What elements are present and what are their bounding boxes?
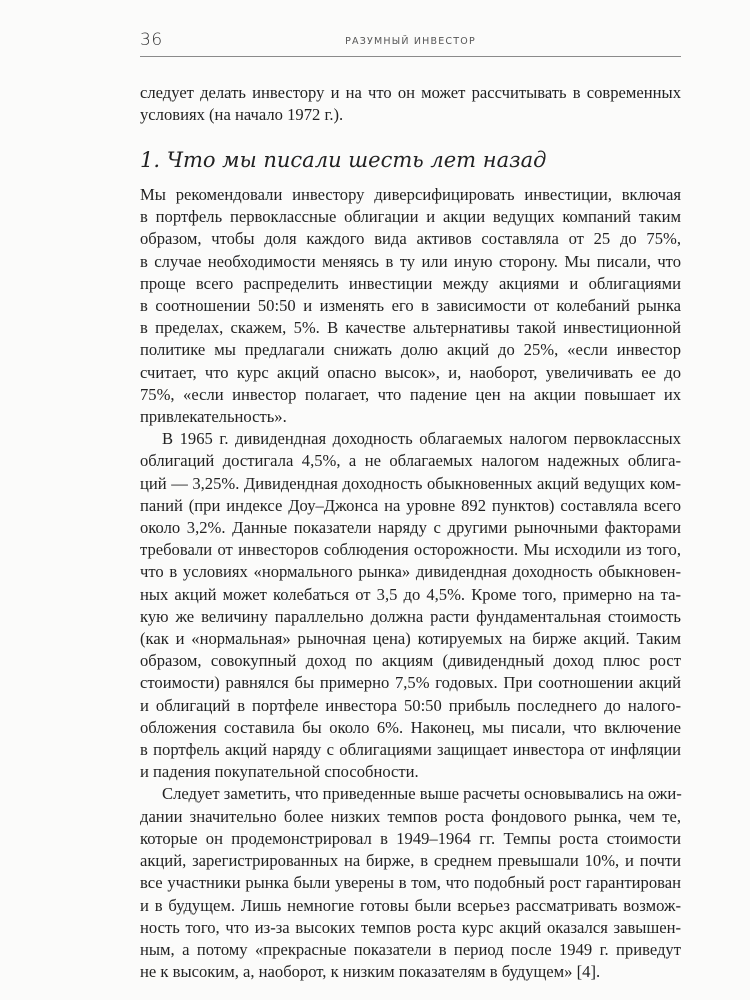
paragraph	[140, 184, 681, 428]
section-heading: 1. Что мы писали шесть лет назад	[140, 148, 547, 172]
text-line: что в условиях «нормального рынка» дивидендная доходность обыкновен-	[140, 562, 681, 582]
text-line: и облигаций в портфеле инвестора 50:50 прибыль последнего до налого-	[140, 695, 681, 715]
text-line: 75%, «если инвестор полагает, что падение цен на акции повышает их	[140, 384, 681, 404]
text-line: политике мы предлагали снижать долю акций до 25%, «если инвестор	[140, 340, 681, 360]
text-line: в соотношении 50:50 и изменять его в зависимости от колебаний рынка	[140, 296, 681, 316]
text-line: в пределах, скажем, 5%. В качестве альтернативы такой инвестиционной	[140, 318, 681, 338]
text-line: образом, чтобы доля каждого вида активов составляла от 25 до 75%,	[140, 229, 681, 249]
text-line: В 1965 г. дивидендная доходность облагаемых налогом первоклассных	[162, 429, 681, 449]
text-line: в портфель акций наряду с облигациями защищает инвестора от инфляции	[140, 740, 681, 760]
text-line: облигаций достигала 4,5%, а не облагаемых налогом надежных облига-	[140, 451, 681, 471]
intro-paragraph	[140, 82, 681, 126]
text-line: условиях (на начало 1972 г.).	[140, 105, 344, 125]
text-line: не к высоким, а, наоборот, к низким показателям в будущем» [4].	[140, 962, 601, 982]
text-line: все участники рынка были уверены в том, что подобный рост гарантирован	[140, 873, 681, 893]
running-header	[140, 30, 681, 57]
text-line: кую же величину параллельно должна расти фундаментальная стоимость	[140, 606, 681, 626]
text-line: ность того, что из-за высоких темпов роста курс акций оказался завышен-	[140, 917, 681, 937]
text-line: обложения составила бы около 6%. Наконец, мы писали, что включение	[140, 717, 681, 737]
text-line: стоимости) равнялся бы примерно 7,5% годовых. При соотношении акций	[140, 673, 681, 693]
text-line: ций — 3,25%. Дивидендная доходность обыкновенных акций ведущих ком-	[140, 473, 681, 493]
text-line: которые он продемонстрировал в 1949–1964 гг. Темпы роста стоимости	[140, 828, 681, 848]
book-title: РАЗУМНЫЙ ИНВЕСТОР	[345, 36, 476, 47]
text-line: требовали от инвесторов соблюдения осторожности. Мы исходили из того,	[140, 540, 681, 560]
text-line: около 3,2%. Данные показатели наряду с другими рыночными факторами	[140, 518, 681, 538]
text-line: в портфель первоклассные облигации и акции ведущих компаний таким	[140, 207, 681, 227]
text-line: и падения покупательной способности.	[140, 762, 419, 782]
text-line: образом, совокупный доход по акциям (дивидендный доход плюс рост	[140, 651, 681, 671]
intro-text	[140, 82, 681, 126]
text-line: акций, зарегистрированных на бирже, в среднем превышали 10%, и почти	[140, 851, 681, 871]
text-line: проще всего распределить инвестиции между акциями и облигациями	[140, 273, 681, 293]
paragraph	[140, 783, 681, 983]
text-line: и в будущем. Лишь немногие готовы были всерьез рассматривать возмож-	[140, 895, 681, 915]
text-line: дании значительно более низких темпов роста фондового рынка, чем те,	[140, 806, 681, 826]
text-line: считает, что курс акций опасно высок», и, наоборот, увеличивать ее до	[140, 362, 681, 382]
text-line: в случае необходимости меняясь в ту или иную сторону. Мы писали, что	[140, 251, 681, 271]
text-line: привлекательность».	[140, 407, 287, 427]
text-line: ным, а потому «прекрасные показатели в период после 1949 г. приведут	[140, 939, 681, 959]
section-body	[140, 184, 681, 983]
page-number: 36	[140, 30, 163, 50]
text-line: Следует заметить, что приведенные выше расчеты основывались на ожи-	[162, 784, 682, 804]
text-line: ных акций может колебаться от 3,5 до 4,5%. Кроме того, примерно на та-	[140, 584, 681, 604]
text-line: следует делать инвестору и на что он может рассчитывать в современных	[140, 83, 681, 102]
text-line: паний (при индексе Доу–Джонса на уровне 892 пунктов) составляла всего	[140, 495, 681, 515]
text-line: (как и «нормальная» рыночная цена) котируемых на бирже акций. Таким	[140, 629, 681, 649]
paragraph	[140, 428, 681, 783]
text-line: Мы рекомендовали инвестору диверсифицировать инвестиции, включая	[140, 185, 681, 204]
